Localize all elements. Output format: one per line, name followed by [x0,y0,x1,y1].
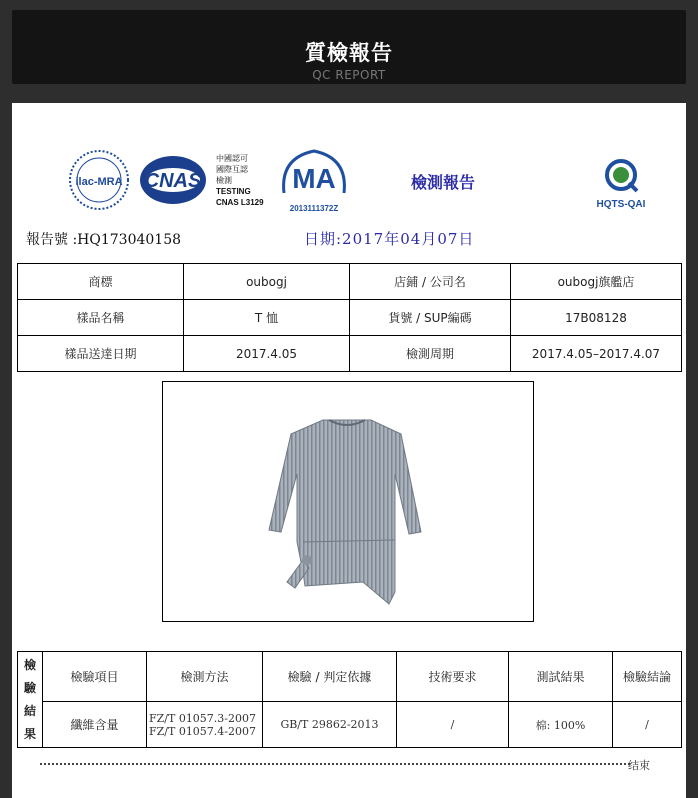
value-cell: oubogj旗艦店 [511,264,682,300]
cnas-caption-line: 檢測 [216,176,232,185]
table-row [18,702,682,748]
cma-number: 2013111372Z [289,204,339,213]
certification-logos [12,103,686,223]
label-cell: 樣品送達日期 [18,336,184,372]
method-line: FZ/T 01057.4-2007 [149,724,257,738]
method-line: FZ/T 01057.3-2007 [149,711,257,725]
conclusion-cell: / [613,702,682,748]
requirement-cell: / [397,702,509,748]
striped-shirt-image [163,382,533,621]
cnas-text: CNAS [144,170,202,192]
report-paper [12,103,686,798]
item-cell: 纖維含量 [43,702,147,748]
value-cell: 2017.4.05 [184,336,350,372]
column-header: 檢驗 / 判定依據 [263,652,397,702]
value-cell: 17B08128 [511,300,682,336]
column-header: 檢驗結論 [613,652,682,702]
basis-cell: GB/T 29862-2013 [263,702,397,748]
label-cell: 貨號 / SUP編碼 [350,300,511,336]
sample-photo [162,381,534,622]
banner-subtitle: QC REPORT [312,68,386,82]
report-banner [12,10,686,84]
cnas-caption-line: TESTING [216,187,251,196]
table-row [18,300,682,336]
label-cell: 商標 [18,264,184,300]
label-cell: 樣品名稱 [18,300,184,336]
cnas-caption-line: CNAS L3129 [216,198,264,207]
sample-info-table [17,263,682,372]
value-cell: 2017.4.05–2017.4.07 [511,336,682,372]
column-header: 技術要求 [397,652,509,702]
ilac-mra-logo [70,151,128,209]
side-label-char: 檢 [23,657,36,672]
inspection-results-table [17,651,682,748]
svg-text:MA: MA [292,163,336,194]
test-report-label: 檢測報告 [410,173,476,192]
end-label: 结束 [628,759,650,772]
cnas-caption [216,153,264,207]
results-side-label [18,652,43,748]
table-header-row [18,652,682,702]
column-header: 檢測方法 [147,652,263,702]
cma-logo [284,151,345,213]
report-number: 報告號 :HQ173040158 [26,232,182,248]
value-cell: T 恤 [184,300,350,336]
end-divider [40,763,630,765]
side-label-char: 果 [23,726,36,741]
column-header: 測試結果 [509,652,613,702]
hqts-logo [597,161,646,210]
cnas-caption-line: 國際互認 [216,165,248,174]
side-label-char: 驗 [23,680,36,695]
cnas-caption-line: 中國認可 [216,154,248,163]
banner-title: 質檢報告 [305,41,393,65]
side-label-char: 結 [23,703,36,718]
table-row [18,336,682,372]
label-cell: 店鋪 / 公司名 [350,264,511,300]
ilac-text: ilac-MRA [75,176,123,188]
label-cell: 檢測周期 [350,336,511,372]
column-header: 檢驗項目 [43,652,147,702]
value-cell: oubogj [184,264,350,300]
table-row [18,264,682,300]
report-date: 日期:2017年04月07日 [304,230,475,248]
cnas-logo [140,156,206,204]
result-cell: 棉: 100% [509,702,613,748]
method-cell [147,702,263,748]
hqts-text: HQTS-QAI [596,199,646,210]
